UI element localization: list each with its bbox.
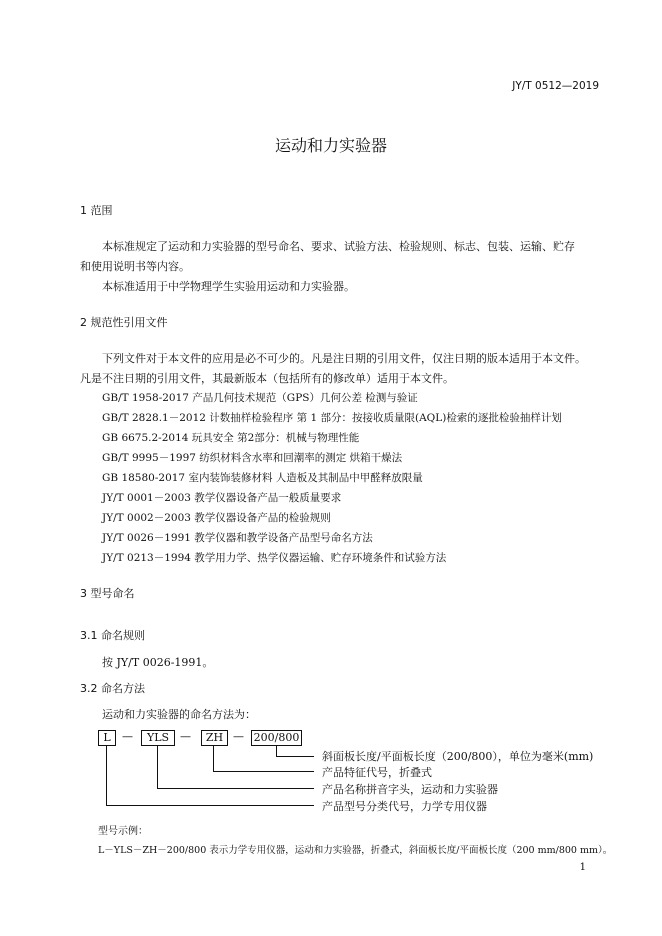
legend-category: 产品型号分类代号，力学专用仪器 bbox=[322, 800, 487, 813]
page-number: 1 bbox=[579, 862, 586, 873]
section-1-paragraph-1-line-2: 和使用说明书等内容。 bbox=[80, 260, 190, 273]
legend-name: 产品名称拼音字头，运动和力实验器 bbox=[322, 783, 498, 796]
code-box-feature: ZH bbox=[201, 730, 228, 746]
section-3-1-heading: 3.1 命名规则 bbox=[80, 629, 145, 642]
section-3-2-heading: 3.2 命名方法 bbox=[80, 682, 145, 695]
section-1-heading: 1 范围 bbox=[80, 204, 113, 217]
separator-dash: — bbox=[122, 730, 133, 743]
section-3-heading: 3 型号命名 bbox=[80, 587, 135, 600]
section-1-paragraph-2: 本标准适用于中学物理学生实验用运动和力实验器。 bbox=[102, 280, 355, 293]
section-1-paragraph-1-line-1: 本标准规定了运动和力实验器的型号命名、要求、试验方法、检验规则、标志、包装、运输、贮存 bbox=[102, 240, 575, 253]
reference-item: JY/T 0026－1991 教学仪器和教学设备产品型号命名方法 bbox=[102, 532, 373, 544]
reference-item: GB/T 2828.1－2012 计数抽样检验程序 第 1 部分：按接收质量限(AQL)检索的逐批检验抽样计划 bbox=[102, 412, 562, 424]
document-title: 运动和力实验器 bbox=[274, 136, 387, 155]
connector-line bbox=[157, 746, 158, 788]
reference-item: GB 18580-2017 室内装饰装修材料 人造板及其制品中甲醛释放限量 bbox=[102, 472, 423, 484]
separator-dash: — bbox=[233, 730, 244, 743]
connector-line bbox=[157, 788, 314, 789]
separator-dash: — bbox=[180, 730, 191, 743]
reference-item: JY/T 0001－2003 教学仪器设备产品一般质量要求 bbox=[102, 492, 342, 504]
reference-item: GB/T 1958-2017 产品几何技术规范（GPS）几何公差 检测与验证 bbox=[102, 392, 418, 404]
connector-line bbox=[213, 771, 314, 772]
example-label: 型号示例： bbox=[98, 826, 148, 837]
connector-line bbox=[106, 805, 314, 806]
reference-item: GB/T 9995－1997 纺织材料含水率和回潮率的测定 烘箱干燥法 bbox=[102, 452, 403, 464]
reference-item: JY/T 0002－2003 教学仪器设备产品的检验规则 bbox=[102, 512, 331, 524]
connector-line bbox=[106, 746, 107, 805]
code-box-category: L bbox=[98, 730, 116, 746]
section-3-2-text: 运动和力实验器的命名方法为： bbox=[102, 708, 256, 721]
connector-line bbox=[276, 756, 314, 757]
legend-size: 斜面板长度/平面板长度（200/800），单位为毫米(mm) bbox=[322, 750, 594, 763]
connector-line bbox=[276, 746, 277, 756]
reference-item: GB 6675.2-2014 玩具安全 第2部分：机械与物理性能 bbox=[102, 432, 360, 444]
section-3-1-text: 按 JY/T 0026-1991。 bbox=[102, 656, 214, 669]
section-2-intro-line-1: 下列文件对于本文件的应用是必不可少的。凡是注日期的引用文件，仅注日期的版本适用于本文件。 bbox=[102, 352, 586, 365]
code-box-name: YLS bbox=[141, 730, 175, 746]
section-2-intro-line-2: 凡是不注日期的引用文件，其最新版本（包括所有的修改单）适用于本文件。 bbox=[80, 372, 454, 385]
reference-item: JY/T 0213－1994 教学用力学、热学仪器运输、贮存环境条件和试验方法 bbox=[102, 552, 447, 564]
code-box-size: 200/800 bbox=[251, 730, 302, 746]
legend-feature: 产品特征代号，折叠式 bbox=[322, 766, 432, 779]
standard-number: JY/T 0512—2019 bbox=[512, 80, 599, 92]
example-text: L－YLS－ZH－200/800 表示力学专用仪器，运动和力实验器，折叠式，斜面板长度/平面板长度（200 mm/800 mm）。 bbox=[98, 845, 613, 856]
section-2-heading: 2 规范性引用文件 bbox=[80, 316, 168, 329]
connector-line bbox=[213, 746, 214, 771]
